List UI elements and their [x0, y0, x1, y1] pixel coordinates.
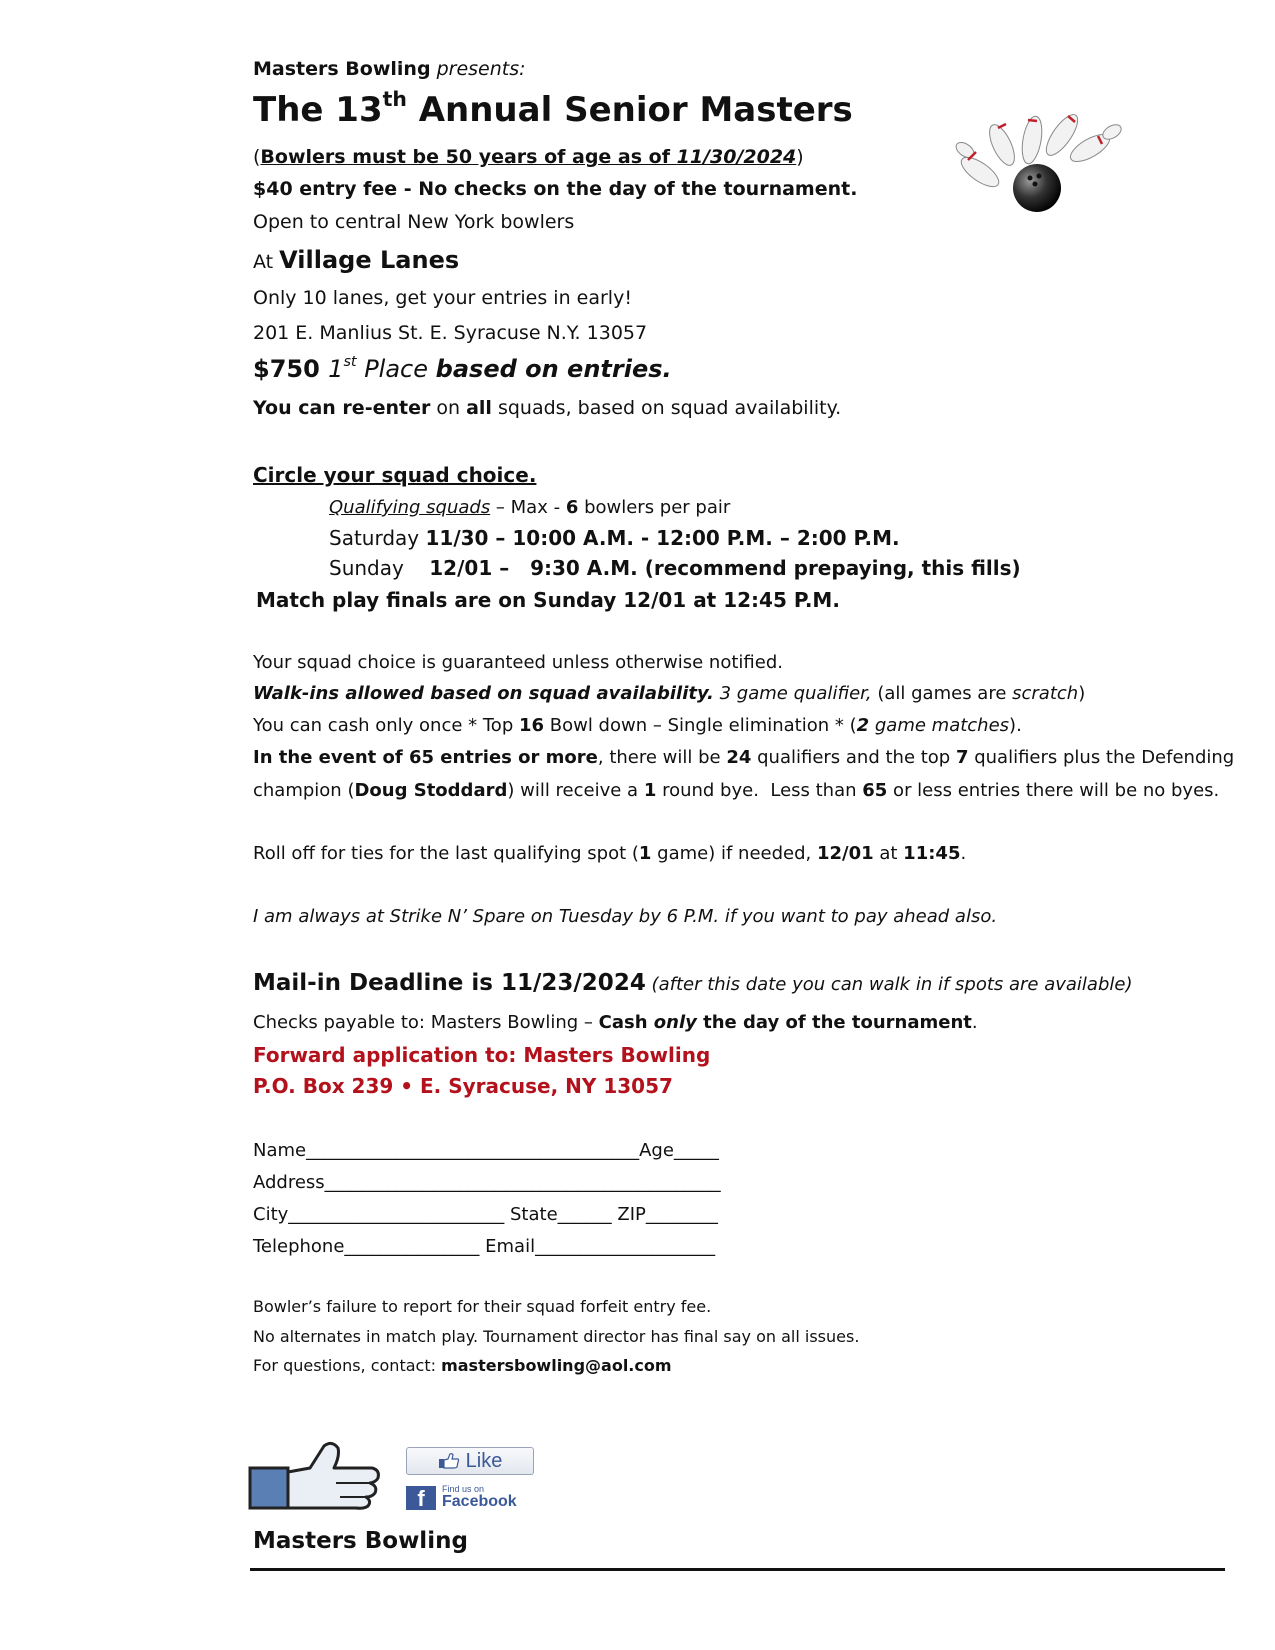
prize-place-sup: st [343, 353, 357, 370]
facebook-badge-text [442, 1485, 517, 1510]
walkins-bold: Walk-ins allowed based on squad availability. [253, 683, 714, 704]
payable-day: the day of the tournament [696, 1012, 972, 1033]
roll-1: 1 [638, 843, 652, 864]
roll-text: Roll off for ties for the last qualifying spot ( [253, 843, 639, 864]
cash-end: ). [1009, 715, 1022, 736]
saturday-times: 11/30 – 10:00 A.M. - 12:00 P.M. – 2:00 P.M. [425, 526, 900, 550]
po-box: P.O. Box 239 • E. Syracuse, NY 13057 [253, 1074, 673, 1098]
payable-end: . [971, 1012, 978, 1033]
event-bold: In the event of 65 entries or more [253, 747, 598, 768]
reenter-line [253, 397, 841, 419]
walkins-text: (all games are [871, 683, 1013, 704]
roll-at: at [873, 843, 904, 864]
event-line-2 [253, 780, 1219, 801]
title-text-end: Annual Senior Masters [406, 90, 853, 130]
qualifying-squads-line [329, 497, 730, 518]
deadline-line [253, 970, 1132, 996]
payable-only: only [653, 1012, 697, 1033]
prize-place-word: Place [356, 355, 436, 383]
presenter-line [253, 58, 526, 80]
sunday-squad [329, 556, 1021, 580]
walkins-line [253, 683, 1085, 704]
event-text-3: qualifiers plus the Defending [968, 747, 1235, 768]
address-field[interactable]: Address____________________________________________ [253, 1172, 721, 1193]
event-text-2: qualifiers and the top [751, 747, 956, 768]
eligibility-text: Bowlers must be 50 years of age as of [260, 146, 677, 168]
event2-text-2: ) will receive a [507, 780, 644, 801]
reenter-text-end: squads, based on squad availability. [491, 397, 842, 419]
entry-fee: $40 entry fee - No checks on the day of the tournament. [253, 178, 858, 200]
reenter-all: all [466, 397, 492, 419]
venue-line [253, 246, 459, 274]
eligibility-date: 11/30/2024 [676, 146, 797, 168]
questions-line [253, 1356, 672, 1375]
walkins-end: ) [1078, 683, 1086, 704]
paren: ) [796, 146, 804, 168]
paren: ( [253, 146, 261, 168]
reenter-bold: You can re-enter [253, 397, 431, 419]
cash-text: You can cash only once * Top [253, 715, 519, 736]
event2-text-4: or less entries there will be no byes. [887, 780, 1220, 801]
prize-amount: $750 [253, 355, 329, 383]
event-24: 24 [726, 747, 752, 768]
facebook-like-button[interactable] [406, 1447, 534, 1475]
thumbs-up-icon [248, 1440, 382, 1512]
like-thumb-icon [438, 1453, 460, 1469]
deadline-note: (after this date you can walk in if spots are available) [645, 974, 1133, 995]
pay-ahead-note: I am always at Strike N’ Spare on Tuesday by 6 P.M. if you want to pay ahead also. [253, 906, 998, 927]
payable-cash: Cash [598, 1012, 654, 1033]
event2-text: champion ( [253, 780, 355, 801]
presents-text: presents: [436, 58, 526, 80]
roll-end: . [960, 843, 967, 864]
title-text: The 13 [253, 90, 383, 130]
event2-1: 1 [643, 780, 657, 801]
qualifying-text-end: bowlers per pair [578, 497, 731, 518]
forward-address: Forward application to: Masters Bowling [253, 1043, 711, 1067]
event2-65: 65 [862, 780, 888, 801]
cash-16: 16 [518, 715, 545, 736]
rolloff-line [253, 843, 966, 864]
cash-2: 2 [856, 715, 870, 736]
venue-address: 201 E. Manlius St. E. Syracuse N.Y. 13057 [253, 322, 648, 344]
qualifying-num: 6 [565, 497, 579, 518]
cash-text-2: Bowl down – Single elimination * ( [544, 715, 857, 736]
prize-line [253, 355, 672, 383]
facebook-icon: f [406, 1486, 436, 1510]
saturday-squad [329, 526, 900, 550]
defending-champion: Doug Stoddard [354, 780, 508, 801]
sunday-label: Sunday [329, 556, 430, 580]
telephone-email-field[interactable]: Telephone_______________ Email____________________ [253, 1236, 716, 1257]
questions-text: For questions, contact: [253, 1356, 442, 1375]
eligibility-line [253, 146, 804, 168]
payable-text: Checks payable to: Masters Bowling – [253, 1012, 599, 1033]
venue-name: Village Lanes [279, 246, 460, 274]
alternates-note: No alternates in match play. Tournament director has final say on all issues. [253, 1327, 860, 1346]
find-us-label: Find us on [442, 1484, 485, 1494]
guarantee-line: Your squad choice is guaranteed unless otherwise notified. [253, 652, 783, 673]
reenter-text: on [430, 397, 467, 419]
saturday-label: Saturday [329, 526, 426, 550]
page-title [253, 86, 853, 130]
event2-text-3: round bye. Less than [656, 780, 863, 801]
open-to: Open to central New York bowlers [253, 211, 575, 233]
lanes-note: Only 10 lanes, get your entries in early! [253, 287, 632, 309]
payable-line [253, 1012, 978, 1033]
event-text: , there will be [597, 747, 727, 768]
sunday-times: 12/01 – 9:30 A.M. (recommend prepaying, this fills) [429, 556, 1021, 580]
name-age-field[interactable]: Name_____________________________________Age_____ [253, 1140, 719, 1161]
walkins-scratch: scratch [1012, 683, 1079, 704]
prize-place: 1 [328, 355, 344, 383]
event-7: 7 [955, 747, 969, 768]
prize-based: based on entries. [435, 355, 672, 383]
cash-matches: game matches [869, 715, 1010, 736]
city-state-zip-field[interactable]: City________________________ State______ ZIP________ [253, 1204, 718, 1225]
event-line-1 [253, 747, 1234, 768]
find-us-on-facebook-badge[interactable] [406, 1485, 517, 1510]
venue-at: At [253, 251, 280, 273]
forfeit-note: Bowler’s failure to report for their squad forfeit entry fee. [253, 1297, 712, 1316]
title-superscript: th [382, 86, 407, 111]
squad-heading: Circle your squad choice. [253, 463, 537, 487]
qualifying-text: – Max - [490, 497, 566, 518]
org-name: Masters Bowling [253, 58, 431, 80]
roll-date: 12/01 [816, 843, 874, 864]
bowling-pins-icon [940, 100, 1130, 220]
qualifying-label: Qualifying squads [329, 497, 491, 518]
finals-line: Match play finals are on Sunday 12/01 at 12:45 P.M. [256, 588, 840, 612]
contact-email-link[interactable]: mastersbowling@aol.com [441, 1356, 672, 1375]
facebook-label: Facebook [442, 1493, 517, 1510]
like-label: Like [465, 1449, 503, 1472]
walkins-qualifier: 3 game qualifier, [713, 683, 872, 704]
footer-divider [250, 1568, 1225, 1571]
roll-text-2: game) if needed, [651, 843, 817, 864]
roll-time: 11:45 [903, 843, 961, 864]
deadline-main: Mail-in Deadline is 11/23/2024 [253, 970, 646, 996]
cash-line [253, 715, 1022, 736]
footer-org-name: Masters Bowling [253, 1528, 468, 1554]
